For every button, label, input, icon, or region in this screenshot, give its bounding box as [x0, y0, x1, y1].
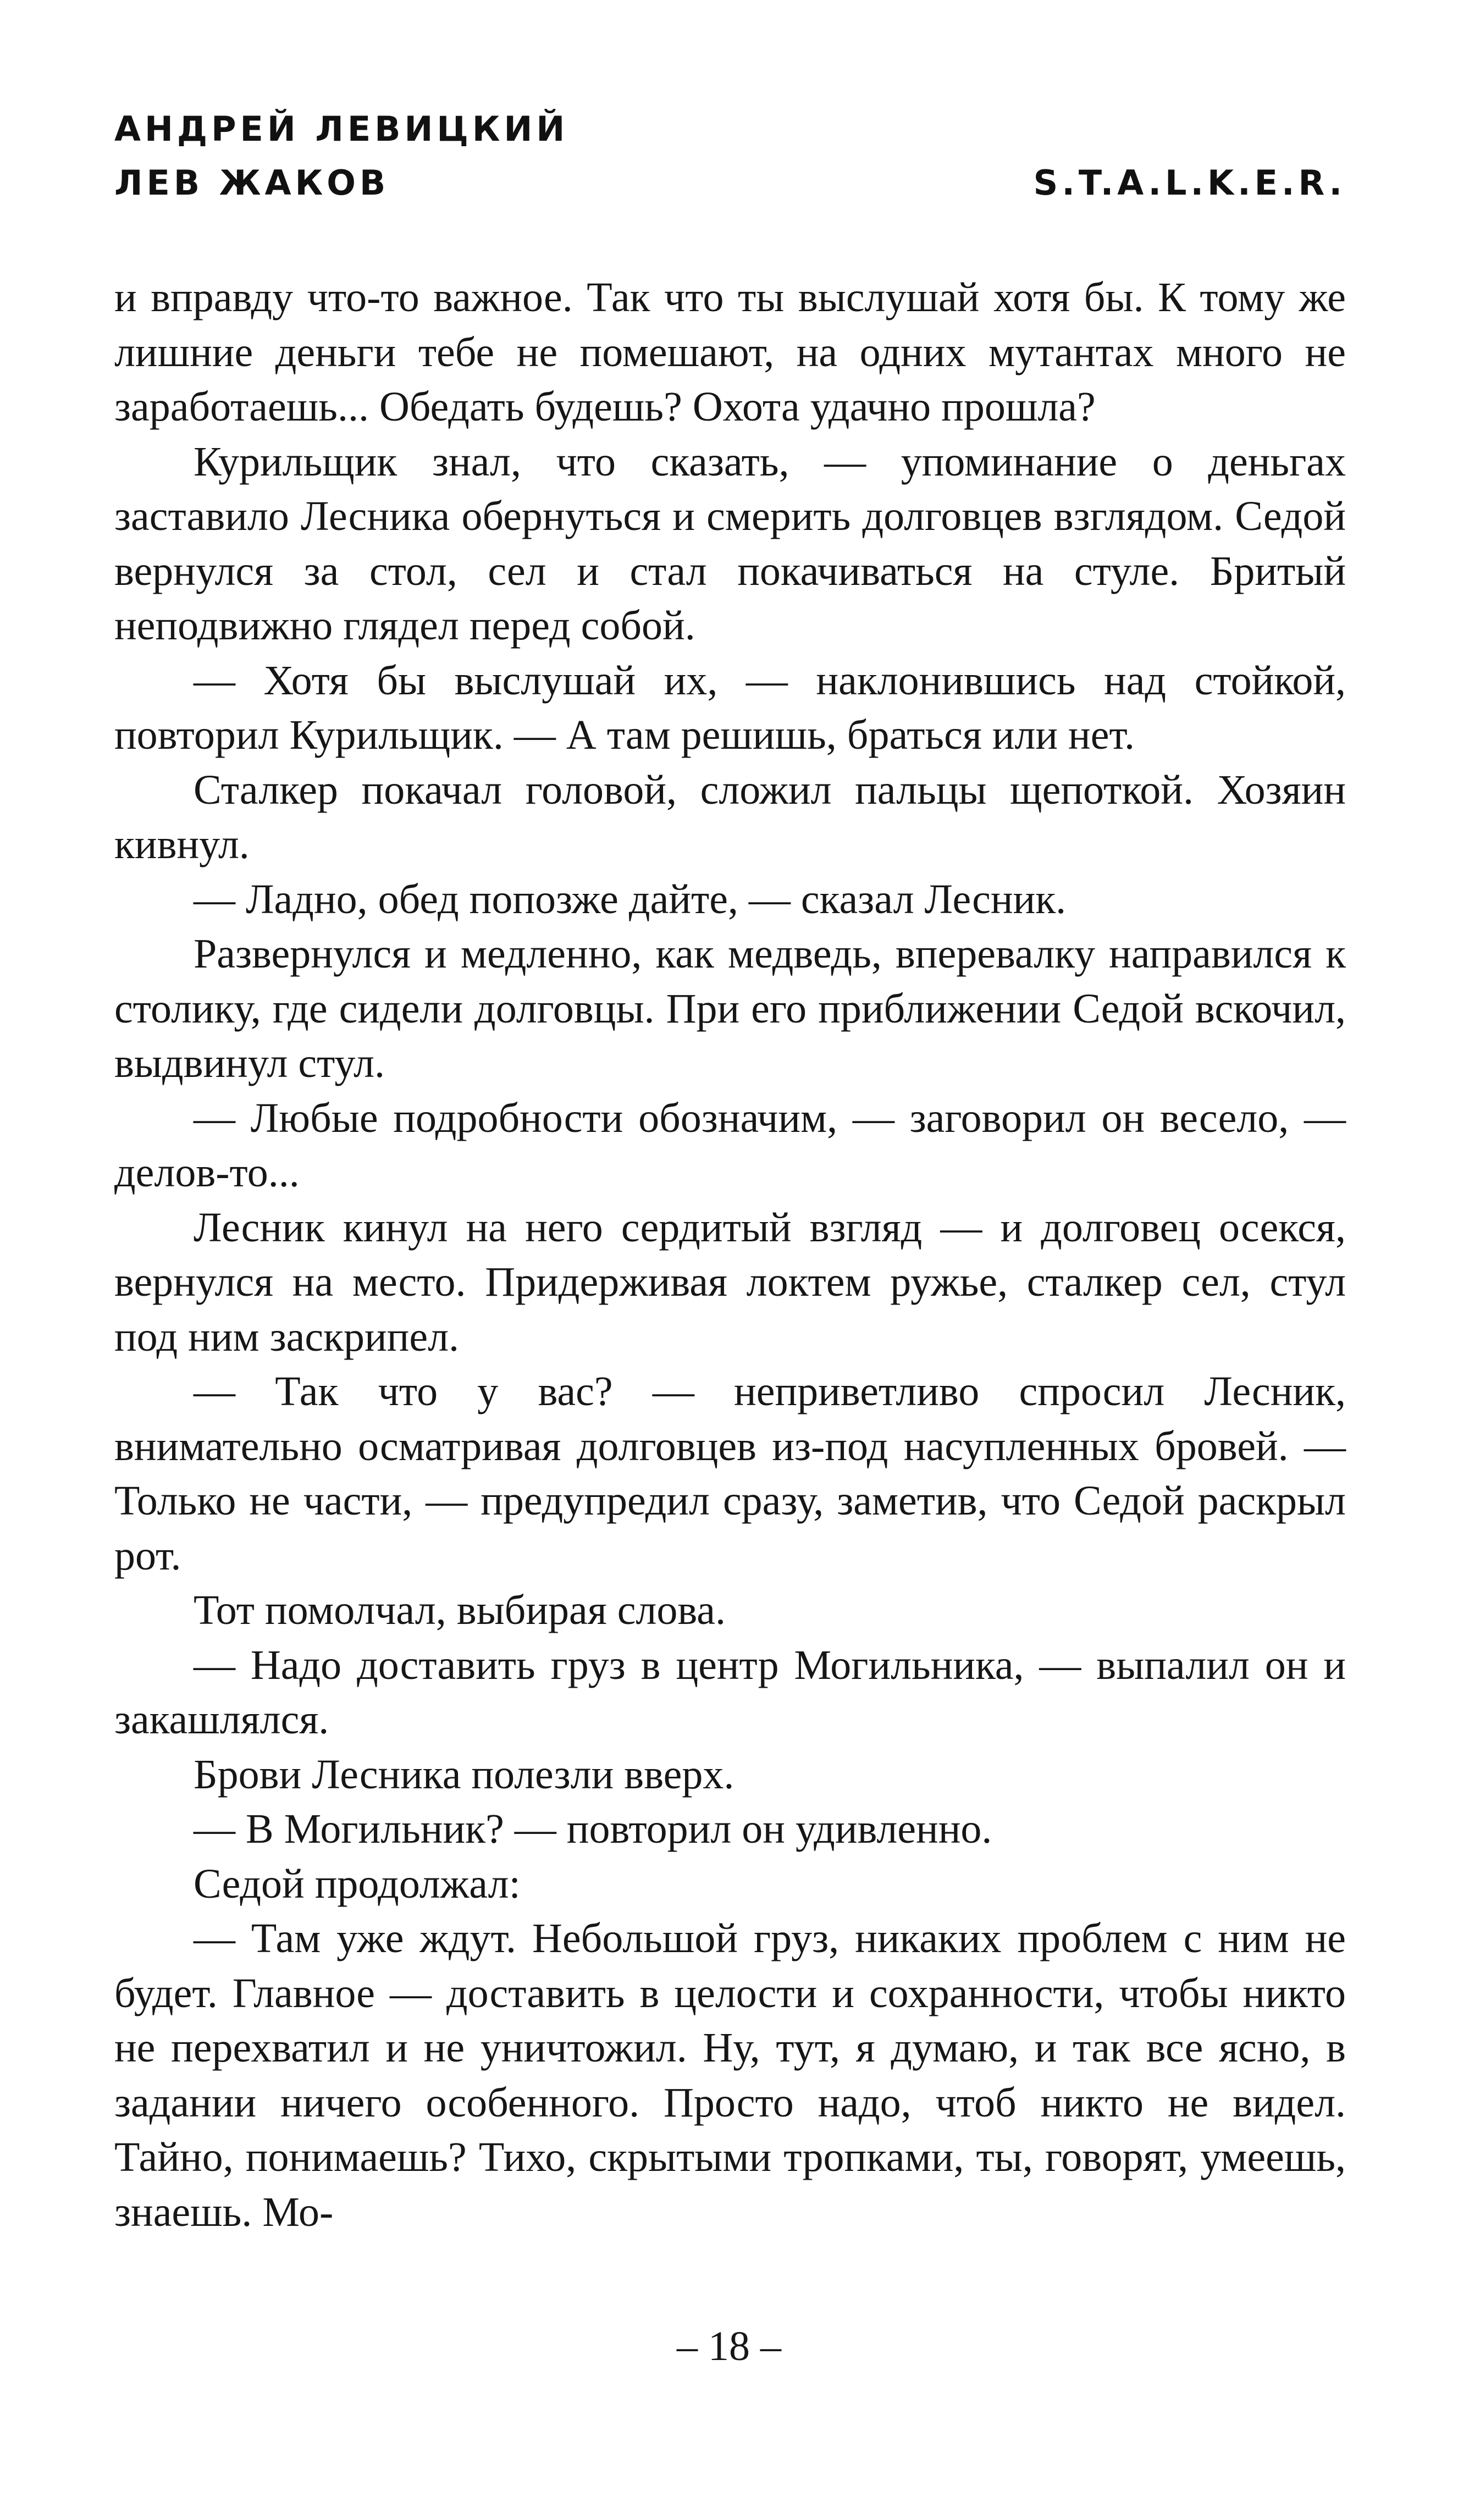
paragraph-9: — Так что у вас? — неприветливо спросил Лесник, внимательно осматривая долговцев из-под насупленных бровей. — Только не части, — предупредил сразу, заметив, что Седой раскрыл рот.	[114, 1368, 1346, 1579]
paragraph-11: — Надо доставить груз в центр Могильника, — выпалил он и закашлялся.	[114, 1642, 1346, 1743]
paragraph-12: Брови Лесника полезли вверх.	[194, 1751, 734, 1798]
paragraph-15: — Там уже ждут. Небольшой груз, никаких проблем с ним не будет. Главное — доставить в целости и сохранности, чтобы никто не перехватил и не уничтожил. Ну, тут, я думаю, и так все ясно, в задании ничего особенного. Просто надо, чтоб никто не видел. Тайно, понимаешь? Тихо, скрытыми тропками, ты, говорят, умеешь, знаешь. Мо-	[114, 1915, 1346, 2235]
paragraph-8: Лесник кинул на него сердитый взгляд — и долговец осекся, вернулся на место. Придерживая локтем ружье, сталкер сел, стул под ним заскрипел.	[114, 1204, 1346, 1360]
paragraph-7: — Любые подробности обозначим, — заговорил он весело, — делов-то...	[114, 1095, 1346, 1196]
paragraph-3: — Хотя бы выслушай их, — наклонившись над стойкой, повторил Курильщик. — А там решишь, браться или нет.	[114, 657, 1346, 758]
paragraph-13: — В Могильник? — повторил он удивленно.	[194, 1806, 992, 1852]
paragraph-2: Курильщик знал, что сказать, — упоминание о деньгах заставило Лесника обернуться и смерить долговцев взглядом. Седой вернулся за стол, сел и стал покачиваться на стуле. Бритый неподвижно глядел перед собой.	[114, 438, 1346, 649]
author-name-1: АНДРЕЙ ЛЕВИЦКИЙ	[114, 109, 569, 149]
paragraph-14: Седой продолжал:	[194, 1860, 521, 1907]
paragraph-6: Развернулся и медленно, как медведь, вперевалку направился к столику, где сидели долговцы. При его приближении Седой вскочил, выдвинул стул.	[114, 931, 1346, 1086]
page-number: – 18 –	[677, 2323, 781, 2369]
paragraph-1: и вправду что-то важное. Так что ты выслушай хотя бы. К тому же лишние деньги тебе не помешают, на одних мутантах много не заработаешь... Обедать будешь? Охота удачно прошла?	[114, 274, 1346, 430]
body-text	[114, 270, 1346, 2240]
running-head	[114, 102, 1346, 210]
paragraph-10: Тот помолчал, выбирая слова.	[194, 1587, 726, 1633]
series-title: S.T.A.L.K.E.R.	[1033, 163, 1346, 203]
paragraph-4: Сталкер покачал головой, сложил пальцы щепоткой. Хозяин кивнул.	[114, 766, 1346, 867]
author-name-2: ЛЕВ ЖАКОВ	[114, 163, 390, 203]
paragraph-5: — Ладно, обед попозже дайте, — сказал Лесник.	[194, 876, 1067, 922]
